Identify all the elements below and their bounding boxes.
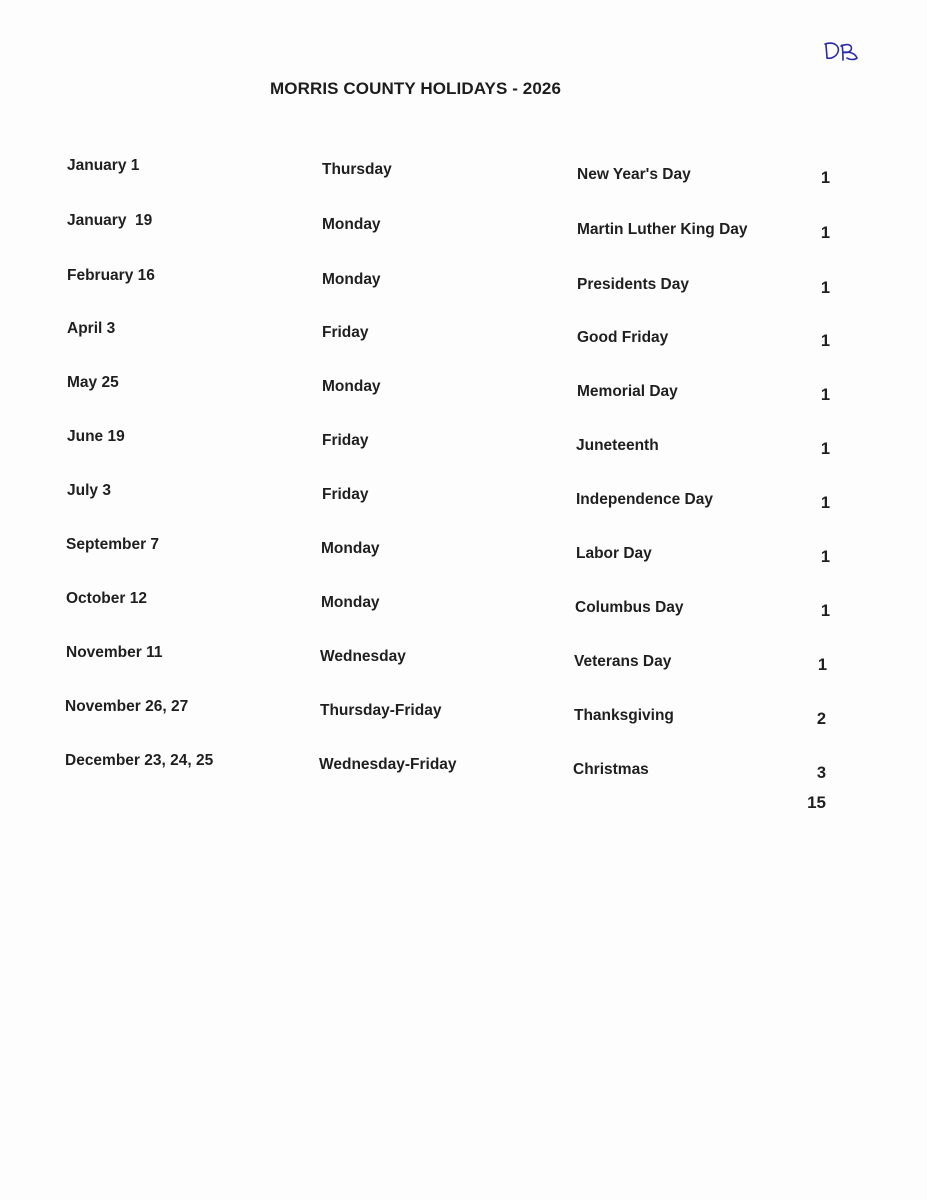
holiday-name: Labor Day — [576, 545, 652, 562]
holiday-date: April 3 — [67, 320, 116, 337]
table-row — [0, 698, 927, 728]
holiday-day-count: 1 — [820, 279, 830, 297]
holiday-name: Good Friday — [577, 329, 669, 346]
holiday-date: October 12 — [66, 590, 147, 607]
holiday-day-count: 3 — [816, 764, 826, 782]
holiday-name: Thanksgiving — [574, 707, 674, 724]
table-row — [0, 482, 927, 512]
holiday-name: New Year's Day — [577, 166, 691, 183]
holiday-weekday: Wednesday-Friday — [319, 756, 457, 773]
holiday-day-count: 1 — [820, 224, 830, 242]
holiday-date: May 25 — [67, 374, 119, 391]
holiday-weekday: Monday — [322, 378, 381, 395]
table-row — [0, 428, 927, 458]
table-row — [0, 320, 927, 350]
holiday-day-count: 1 — [820, 602, 830, 620]
holiday-name: Martin Luther King Day — [577, 221, 748, 238]
holiday-day-count: 2 — [816, 710, 826, 728]
holiday-weekday: Wednesday — [320, 648, 406, 665]
holiday-date: February 16 — [67, 267, 155, 284]
holiday-name: Independence Day — [576, 491, 713, 508]
holiday-name: Christmas — [573, 761, 649, 778]
holiday-day-count: 1 — [820, 440, 830, 458]
holiday-weekday: Monday — [322, 271, 381, 288]
holiday-weekday: Thursday — [322, 161, 392, 178]
holiday-date: July 3 — [67, 482, 111, 499]
holiday-weekday: Monday — [321, 540, 380, 557]
holiday-name: Juneteenth — [576, 437, 659, 454]
holiday-date: December 23, 24, 25 — [65, 752, 214, 769]
holiday-day-count: 1 — [820, 548, 830, 566]
holiday-date: November 26, 27 — [65, 698, 189, 715]
page-title: MORRIS COUNTY HOLIDAYS - 2026 — [270, 79, 562, 98]
total-days: 15 — [807, 793, 826, 812]
holiday-weekday: Friday — [322, 486, 369, 503]
holiday-name: Veterans Day — [574, 653, 672, 670]
table-row — [0, 267, 927, 297]
holiday-day-count: 1 — [817, 656, 827, 674]
table-row — [0, 157, 927, 187]
holiday-weekday: Monday — [321, 594, 380, 611]
table-row — [0, 644, 927, 674]
holiday-date: January 19 — [67, 212, 153, 229]
table-row — [0, 374, 927, 404]
holiday-day-count: 1 — [820, 494, 830, 512]
table-row — [0, 752, 927, 782]
holiday-date: November 11 — [66, 644, 163, 661]
holiday-weekday: Thursday-Friday — [320, 702, 442, 719]
table-row — [0, 536, 927, 566]
table-row — [0, 212, 927, 242]
holiday-name: Columbus Day — [575, 599, 684, 616]
holiday-day-count: 1 — [820, 332, 830, 350]
holiday-day-count: 1 — [820, 386, 830, 404]
holiday-name: Memorial Day — [577, 383, 678, 400]
handwritten-initials — [822, 36, 862, 66]
holiday-weekday: Friday — [322, 324, 369, 341]
holiday-weekday: Friday — [322, 432, 369, 449]
holiday-day-count: 1 — [820, 169, 830, 187]
table-row — [0, 590, 927, 620]
holiday-date: September 7 — [66, 536, 160, 553]
holiday-weekday: Monday — [322, 216, 381, 233]
holiday-date: June 19 — [67, 428, 125, 445]
holiday-date: January 1 — [67, 157, 140, 174]
holiday-name: Presidents Day — [577, 276, 689, 293]
